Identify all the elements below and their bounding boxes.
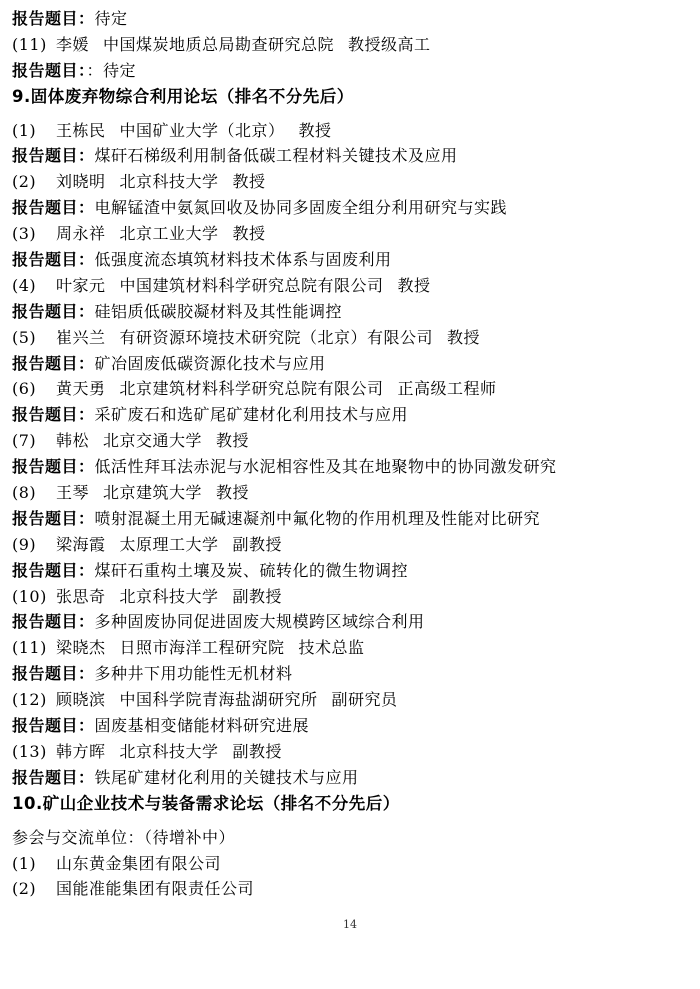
speaker-title: 副教授 xyxy=(232,534,283,554)
section-gap xyxy=(12,817,688,825)
speaker-number: (5) xyxy=(12,327,37,347)
report-topic-line xyxy=(12,765,688,791)
speaker-number: (6) xyxy=(12,379,37,399)
document-body xyxy=(12,6,688,902)
report-topic-text: 电解锰渣中氨氮回收及协同多固废全组分利用研究与实践 xyxy=(94,198,508,218)
speaker-name: 梁海霞 xyxy=(56,534,106,554)
speaker-title: 教授 xyxy=(447,327,481,347)
report-topic-line xyxy=(12,713,688,739)
speaker-title: 副教授 xyxy=(232,741,283,761)
speaker-line xyxy=(12,635,688,661)
report-topic-line xyxy=(12,351,688,377)
speaker-line xyxy=(12,376,688,402)
speaker-line xyxy=(12,325,688,351)
report-topic-line xyxy=(12,195,688,221)
unit-name: 国能准能集团有限责任公司 xyxy=(56,879,255,899)
report-topic-text: 采矿废石和选矿尾矿建材化利用技术与应用 xyxy=(94,405,409,425)
speaker-title: 教授 xyxy=(216,483,250,503)
participant-unit-line xyxy=(12,851,688,877)
report-topic-line xyxy=(12,506,688,532)
speaker-number: (3) xyxy=(12,224,37,244)
speaker-name: 周永祥 xyxy=(56,224,106,244)
speaker-title: 副教授 xyxy=(232,586,283,606)
speaker-line xyxy=(12,169,688,195)
page-number: 14 xyxy=(343,918,357,931)
speaker-name: 王琴 xyxy=(56,483,90,503)
speaker-name: 韩松 xyxy=(56,431,90,451)
speaker-organization: 北京科技大学 xyxy=(119,172,219,192)
participant-unit-line xyxy=(12,876,688,902)
speaker-number: (4) xyxy=(12,275,37,295)
speaker-line xyxy=(12,273,688,299)
speaker-organization: 中国建筑材料科学研究总院有限公司 xyxy=(119,275,384,295)
speaker-name: 顾晓滨 xyxy=(56,690,106,710)
speaker-organization: 中国煤炭地质总局勘查研究总院 xyxy=(103,34,335,54)
speaker-name: 韩方晖 xyxy=(56,741,106,761)
speaker-organization: 北京交通大学 xyxy=(103,431,203,451)
speaker-line xyxy=(12,32,688,58)
speaker-number: (11) xyxy=(12,34,47,54)
speaker-name: 叶家元 xyxy=(56,275,106,295)
report-topic-text: 待定 xyxy=(94,9,128,28)
report-topic-line xyxy=(12,558,688,584)
report-topic-line xyxy=(12,454,688,480)
speaker-organization: 北京建筑大学 xyxy=(103,483,203,503)
participant-units-label: 参会与交流单位：（待增补中） xyxy=(12,827,236,847)
report-topic-text: 多种井下用功能性无机材料 xyxy=(94,664,293,684)
speaker-line xyxy=(12,480,688,506)
speaker-line xyxy=(12,428,688,454)
speaker-name: 梁晓杰 xyxy=(56,638,106,658)
report-topic-text: ：待定 xyxy=(86,60,137,80)
report-topic-label: 报告题目： xyxy=(12,60,87,80)
report-topic-label: 报告题目： xyxy=(12,664,95,684)
section-heading: 10.矿山企业技术与装备需求论坛（排名不分先后） xyxy=(12,793,400,813)
speaker-organization: 太原理工大学 xyxy=(119,534,219,554)
report-topic-line xyxy=(12,661,688,687)
speaker-line xyxy=(12,584,688,610)
report-topic-label: 报告题目： xyxy=(12,716,95,736)
speaker-title: 教授 xyxy=(232,172,266,192)
section-heading: 9.固体废弃物综合利用论坛（排名不分先后） xyxy=(12,86,354,106)
unit-number: (1) xyxy=(12,853,37,873)
speaker-name: 王栋民 xyxy=(56,120,106,140)
speaker-number: (12) xyxy=(12,690,47,710)
report-topic-line xyxy=(12,609,688,635)
report-topic-label: 报告题目： xyxy=(12,9,95,28)
report-topic-label: 报告题目： xyxy=(12,353,95,373)
speaker-line xyxy=(12,118,688,144)
speaker-number: (8) xyxy=(12,483,37,503)
speaker-organization: 有研资源环境技术研究院（北京）有限公司 xyxy=(119,327,434,347)
speaker-organization: 中国矿业大学（北京） xyxy=(119,120,285,140)
speaker-title: 教授 xyxy=(298,120,332,140)
speaker-title: 教授 xyxy=(216,431,250,451)
report-topic-text: 固废基相变储能材料研究进展 xyxy=(94,716,310,736)
speaker-organization: 日照市海洋工程研究院 xyxy=(119,638,285,658)
unit-name: 山东黄金集团有限公司 xyxy=(56,853,222,873)
report-topic-line xyxy=(12,402,688,428)
speaker-organization: 北京科技大学 xyxy=(119,586,219,606)
report-topic-line xyxy=(12,143,688,169)
speaker-number: (9) xyxy=(12,534,37,554)
speaker-title: 技术总监 xyxy=(298,638,365,658)
speaker-number: (10) xyxy=(12,586,47,606)
section-gap xyxy=(12,110,688,118)
speaker-title: 教授级高工 xyxy=(348,34,431,54)
speaker-line xyxy=(12,532,688,558)
report-topic-label: 报告题目： xyxy=(12,560,95,580)
report-topic-label: 报告题目： xyxy=(12,508,95,528)
report-topic-line xyxy=(12,6,688,32)
report-topic-text: 矿冶固废低碳资源化技术与应用 xyxy=(94,353,326,373)
report-topic-label: 报告题目： xyxy=(12,146,95,166)
speaker-name: 黄天勇 xyxy=(56,379,106,399)
speaker-number: (2) xyxy=(12,172,37,192)
speaker-organization: 北京建筑材料科学研究总院有限公司 xyxy=(119,379,384,399)
report-topic-label: 报告题目： xyxy=(12,301,95,321)
speaker-organization: 北京工业大学 xyxy=(119,224,219,244)
report-topic-line xyxy=(12,247,688,273)
report-topic-text: 低活性拜耳法赤泥与水泥相容性及其在地聚物中的协同激发研究 xyxy=(94,457,557,477)
report-topic-line xyxy=(12,58,688,84)
speaker-line xyxy=(12,739,688,765)
report-topic-line xyxy=(12,299,688,325)
report-topic-label: 报告题目： xyxy=(12,250,95,270)
speaker-title: 正高级工程师 xyxy=(397,379,497,399)
speaker-name: 张思奇 xyxy=(56,586,106,606)
unit-number: (2) xyxy=(12,879,37,899)
report-topic-text: 喷射混凝土用无碱速凝剂中氟化物的作用机理及性能对比研究 xyxy=(94,508,541,528)
speaker-line xyxy=(12,687,688,713)
report-topic-label: 报告题目： xyxy=(12,405,95,425)
speaker-number: (11) xyxy=(12,638,47,658)
speaker-line xyxy=(12,221,688,247)
speaker-title: 副研究员 xyxy=(331,690,398,710)
report-topic-text: 多种固废协同促进固废大规模跨区域综合利用 xyxy=(94,612,425,632)
speaker-title: 教授 xyxy=(397,275,431,295)
report-topic-label: 报告题目： xyxy=(12,457,95,477)
speaker-organization: 北京科技大学 xyxy=(119,741,219,761)
report-topic-text: 低强度流态填筑材料技术体系与固废利用 xyxy=(94,250,392,270)
speaker-organization: 中国科学院青海盐湖研究所 xyxy=(119,690,318,710)
report-topic-label: 报告题目： xyxy=(12,198,95,218)
report-topic-label: 报告题目： xyxy=(12,612,95,632)
speaker-number: (13) xyxy=(12,741,47,761)
speaker-number: (1) xyxy=(12,120,37,140)
report-topic-label: 报告题目： xyxy=(12,767,95,787)
speaker-title: 教授 xyxy=(232,224,266,244)
report-topic-text: 煤矸石重构土壤及炭、硫转化的微生物调控 xyxy=(94,560,409,580)
speaker-number: (7) xyxy=(12,431,37,451)
speaker-name: 刘晓明 xyxy=(56,172,106,192)
report-topic-text: 煤矸石梯级利用制备低碳工程材料关键技术及应用 xyxy=(94,146,458,166)
report-topic-text: 铁尾矿建材化利用的关键技术与应用 xyxy=(94,767,359,787)
speaker-name: 李媛 xyxy=(56,34,90,54)
speaker-name: 崔兴兰 xyxy=(56,327,106,347)
report-topic-text: 硅铝质低碳胶凝材料及其性能调控 xyxy=(94,301,343,321)
